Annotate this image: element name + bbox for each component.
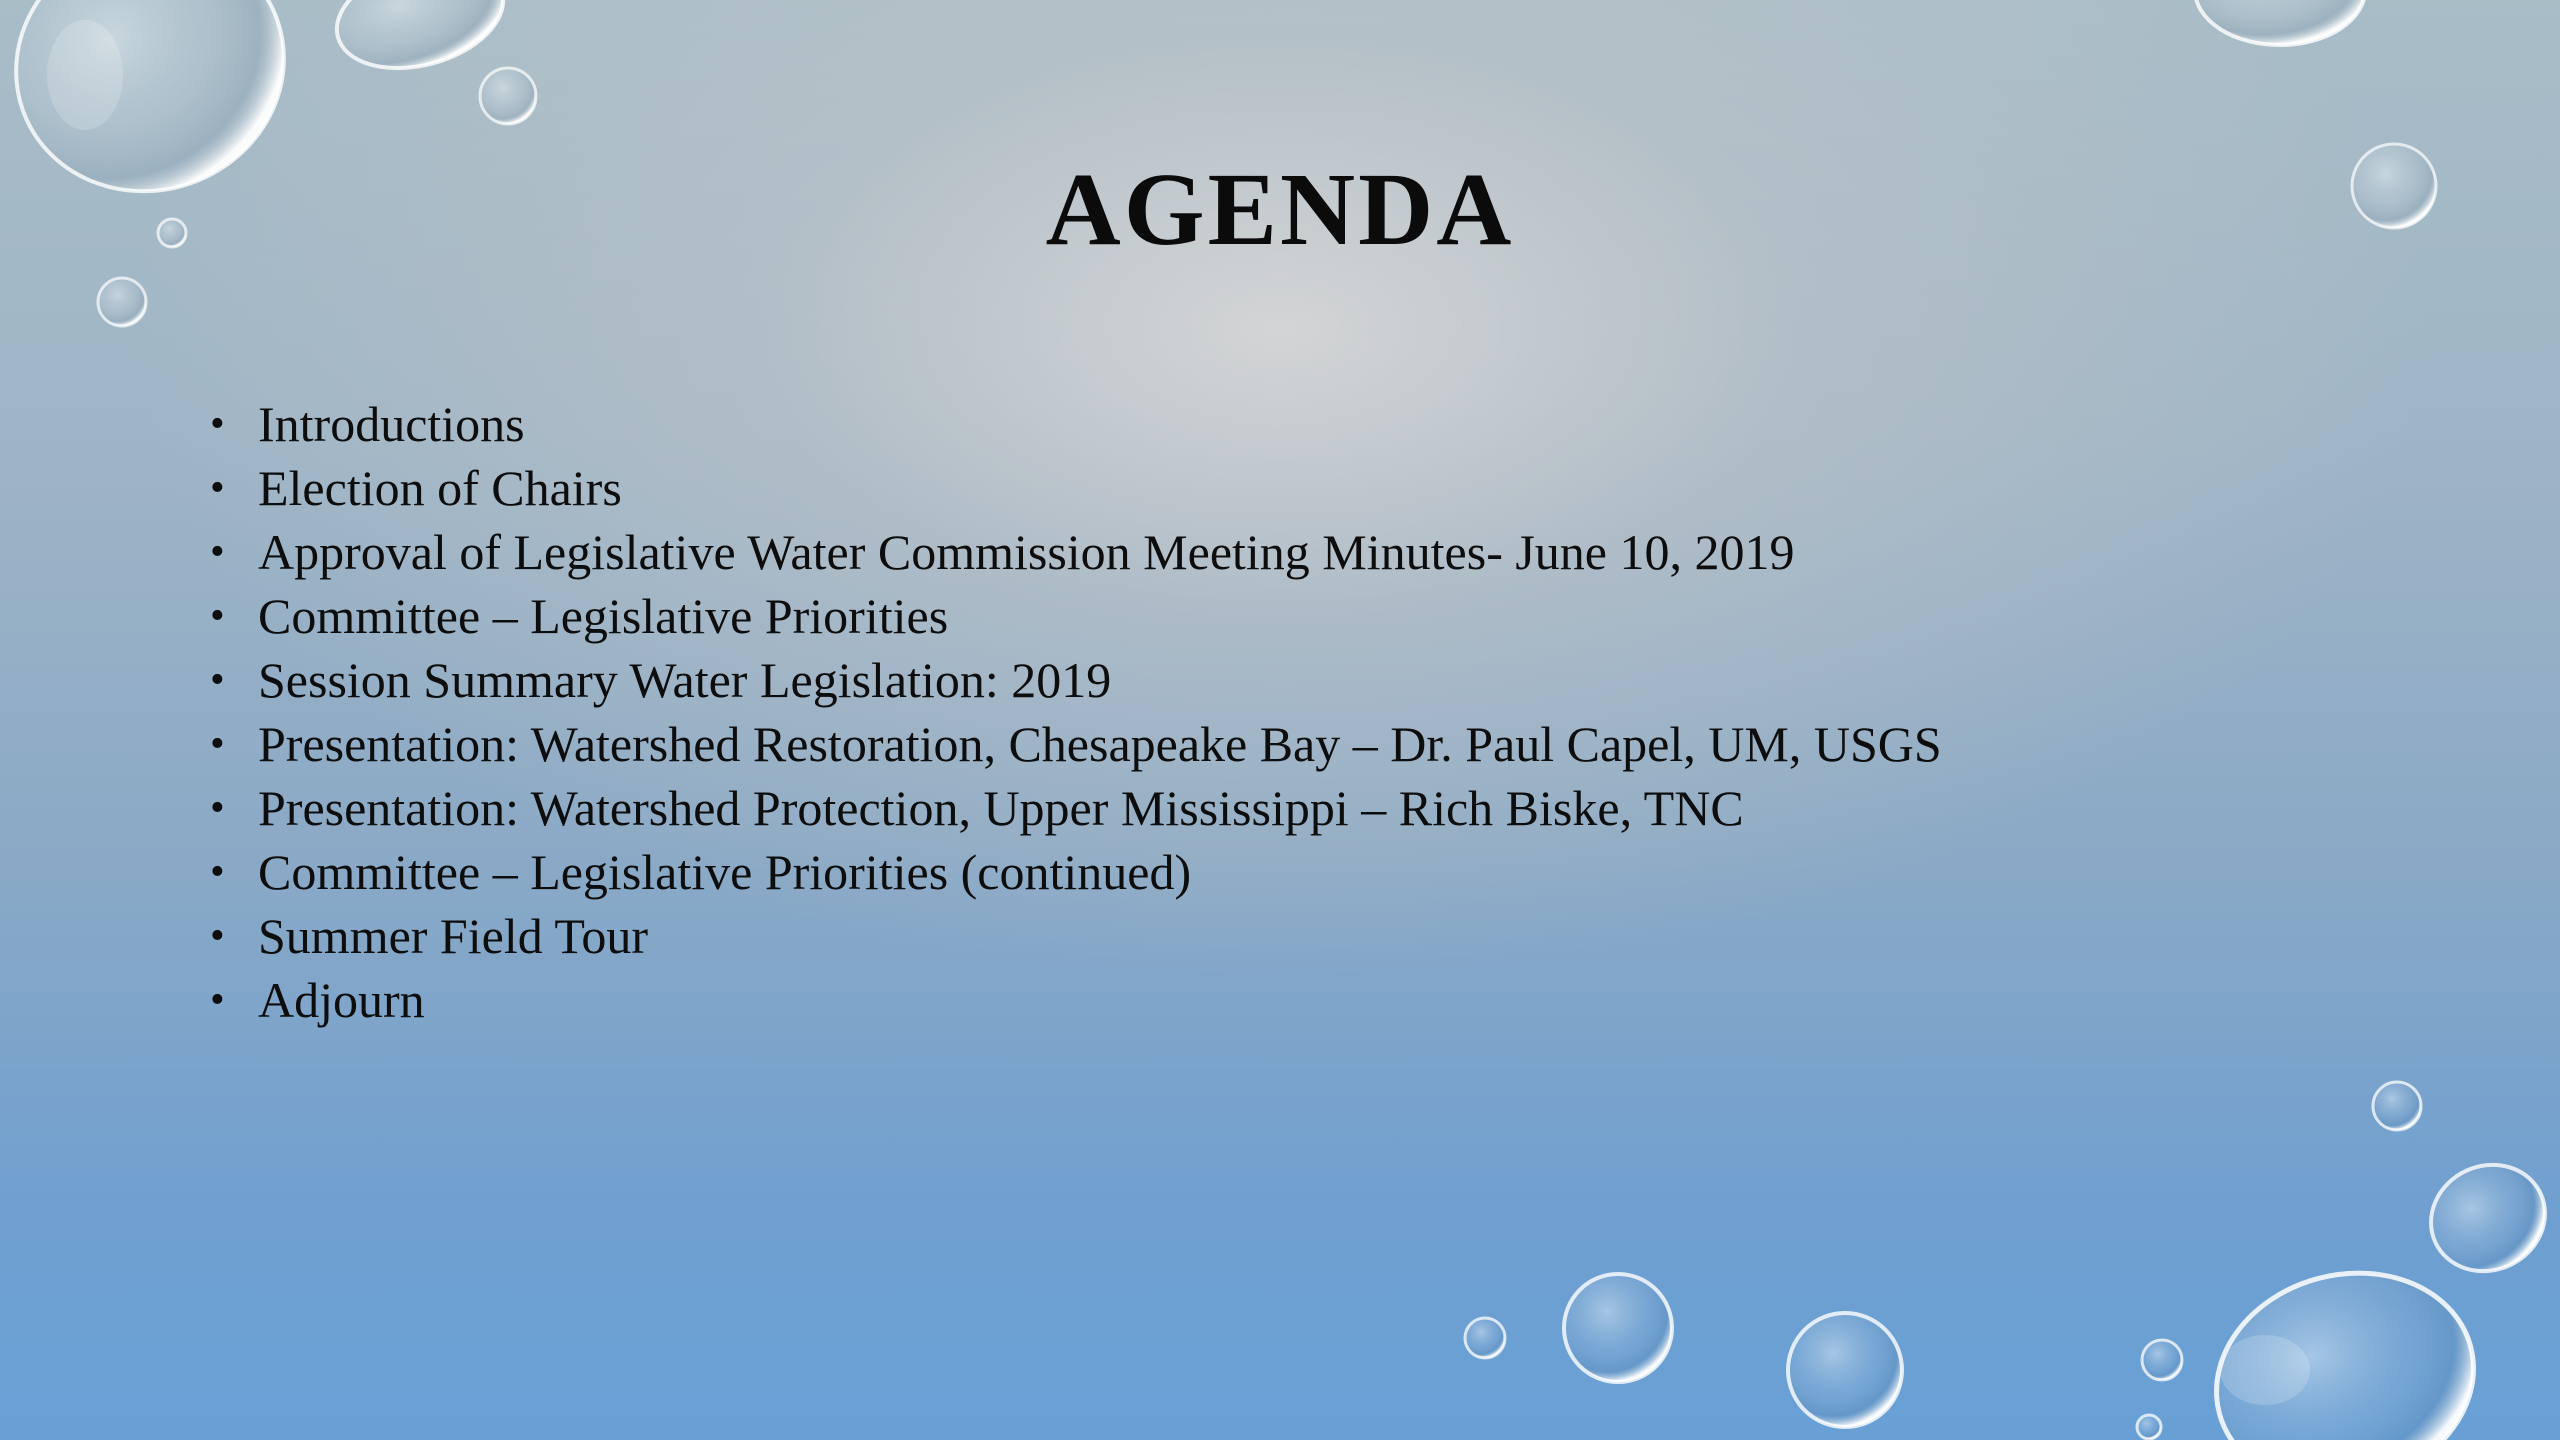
agenda-item-text: Introductions [258,396,525,452]
bubble-bottom-right-small-1 [2373,1082,2421,1130]
bubble-bottom-center-1 [1465,1318,1505,1358]
agenda-item [206,904,1942,968]
agenda-item [206,776,1942,840]
bubble-bottom-right-large [2192,1245,2497,1440]
bullet-icon: • [210,977,225,1023]
bubble-small-1 [480,68,536,124]
bubble-bottom-right-small-3 [2137,1415,2161,1439]
agenda-item-text: Committee – Legislative Priorities [258,588,949,644]
agenda-item-text: Session Summary Water Legislation: 2019 [258,652,1112,708]
agenda-item [206,392,1942,456]
bubble-top-right-large [2195,0,2365,45]
bubble-bottom-right-medium [2413,1146,2560,1289]
agenda-list [206,392,1942,1032]
agenda-item-text: Approval of Legislative Water Commission Meeting Minutes- June 10, 2019 [258,524,1795,580]
bubble-bottom-center-3 [1788,1313,1902,1427]
agenda-item-text: Presentation: Watershed Protection, Upper Mississippi – Rich Biske, TNC [258,780,1744,836]
agenda-item [206,648,1942,712]
slide-title: AGENDA [1045,152,1515,267]
bullet-icon: • [210,849,225,895]
bubble-bottom-right-small-2 [2142,1340,2182,1380]
bubble-top-left-medium [325,0,515,85]
agenda-item-text: Adjourn [258,972,425,1028]
bubble-small-3 [98,278,146,326]
bullet-icon: • [210,401,225,447]
agenda-item [206,584,1942,648]
agenda-item [206,520,1942,584]
agenda-item-text: Committee – Legislative Priorities (continued) [258,844,1192,900]
agenda-item-text: Election of Chairs [258,460,622,516]
agenda-item-text: Summer Field Tour [258,908,649,964]
bullet-icon: • [210,657,225,703]
bubble-bottom-center-2 [1564,1274,1672,1382]
bullet-icon: • [210,465,225,511]
agenda-item [206,840,1942,904]
agenda-item [206,968,1942,1032]
bullet-icon: • [210,721,225,767]
bullet-icon: • [210,593,225,639]
bullet-icon: • [210,785,225,831]
agenda-item [206,712,1942,776]
agenda-item-text: Presentation: Watershed Restoration, Chesapeake Bay – Dr. Paul Capel, UM, USGS [258,716,1942,772]
agenda-item [206,456,1942,520]
bullet-icon: • [210,529,225,575]
bullet-icon: • [210,913,225,959]
